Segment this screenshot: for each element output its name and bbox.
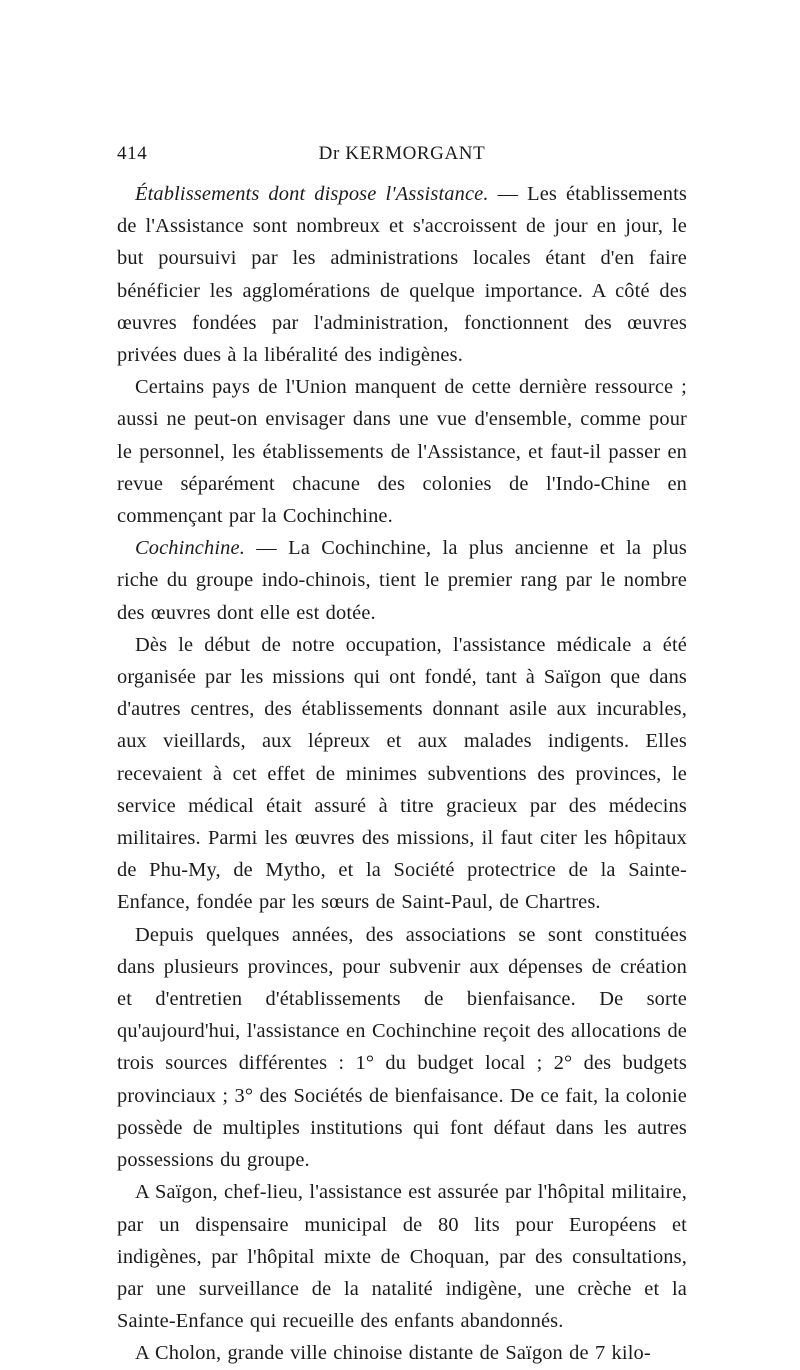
paragraph-text-etablissements: — Les établissements de l'Assistance sont nombreux et s'accroissent de jour en jour, le but poursuivi par les administrations locales étant d'en faire bénéficier les agglomérations de quelque importance. A côté des œuvres fondées par l'administration, fonctionnent des œuvres privées dues à la libéralité des indigènes. xyxy=(117,183,687,367)
paragraph-text-des-le-debut: Dès le début de notre occupation, l'assistance médicale a été organisée par les missions qui ont fondé, tant à Saïgon que dans d'autres centres, des établissements donnant asile aux incurables, aux vieillards, aux lépreux et aux malades indigents. Elles recevaient à cet effet de minimes subventions des provinces, le service médical était assuré à titre gracieux par des médecins militaires. Parmi les œuvres des missions, il faut citer les hôpitaux de Phu-My, de Mytho, et la Société protectrice de la Sainte-Enfance, fondée par les sœurs de Saint-Paul, de Chartres. xyxy=(117,633,687,914)
paragraph-text-certains-pays: Certains pays de l'Union manquent de cette dernière ressource ; aussi ne peut-on envisager dans une vue d'ensemble, comme pour le personnel, les établissements de l'Assistance, et faut-il passer en revue séparément chacune des colonies de l'Indo-Chine en commençant par la Cochinchine. xyxy=(117,376,687,528)
paragraph-text-a-cholon: A Cholon, grande ville chinoise distante de Saïgon de 7 kilo- xyxy=(135,1342,651,1365)
paragraph-text-cochinchine: — La Cochinchine, la plus ancienne et la plus riche du groupe indo-chinois, tient le premier rang par le nombre des œuvres dont elle est dotée. xyxy=(117,537,687,624)
page-number: 414 xyxy=(117,143,148,164)
paragraph-cochinchine xyxy=(117,532,687,629)
paragraph-a-saigon xyxy=(117,1176,687,1337)
paragraph-des-le-debut xyxy=(117,629,687,919)
paragraph-lead-etablissements: Établissements dont dispose l'Assistance. xyxy=(135,183,489,205)
running-head xyxy=(117,143,687,167)
running-head-author: Dr KERMORGANT xyxy=(318,143,486,164)
paragraph-certains-pays xyxy=(117,371,687,532)
paragraph-text-depuis-quelques-annees: Depuis quelques années, des associations se sont constituées dans plusieurs provinces, pour subvenir aux dépenses de création et d'entretien d'établissements de bienfaisance. De sorte qu'aujourd'hui, l'assistance en Cochinchine reçoit des allocations de trois sources différentes : 1° du budget local ; 2° des budgets provinciaux ; 3° des Sociétés de bienfaisance. De ce fait, la colonie possède de multiples institutions qui font défaut dans les autres possessions du groupe. xyxy=(117,923,687,1172)
paragraph-depuis-quelques-annees xyxy=(117,919,687,1177)
paragraph-a-cholon xyxy=(117,1337,687,1369)
paragraph-etablissements xyxy=(117,178,687,371)
paragraph-text-a-saigon: A Saïgon, chef-lieu, l'assistance est assurée par l'hôpital militaire, par un dispensaire municipal de 80 lits pour Européens et indigènes, par l'hôpital mixte de Choquan, par des consultations, par une surveillance de la natalité indigène, une crèche et la Sainte-Enfance qui recueille des enfants abandonnés. xyxy=(117,1181,687,1333)
body-text xyxy=(117,178,687,1370)
paragraph-lead-cochinchine: Cochinchine. xyxy=(135,537,245,560)
